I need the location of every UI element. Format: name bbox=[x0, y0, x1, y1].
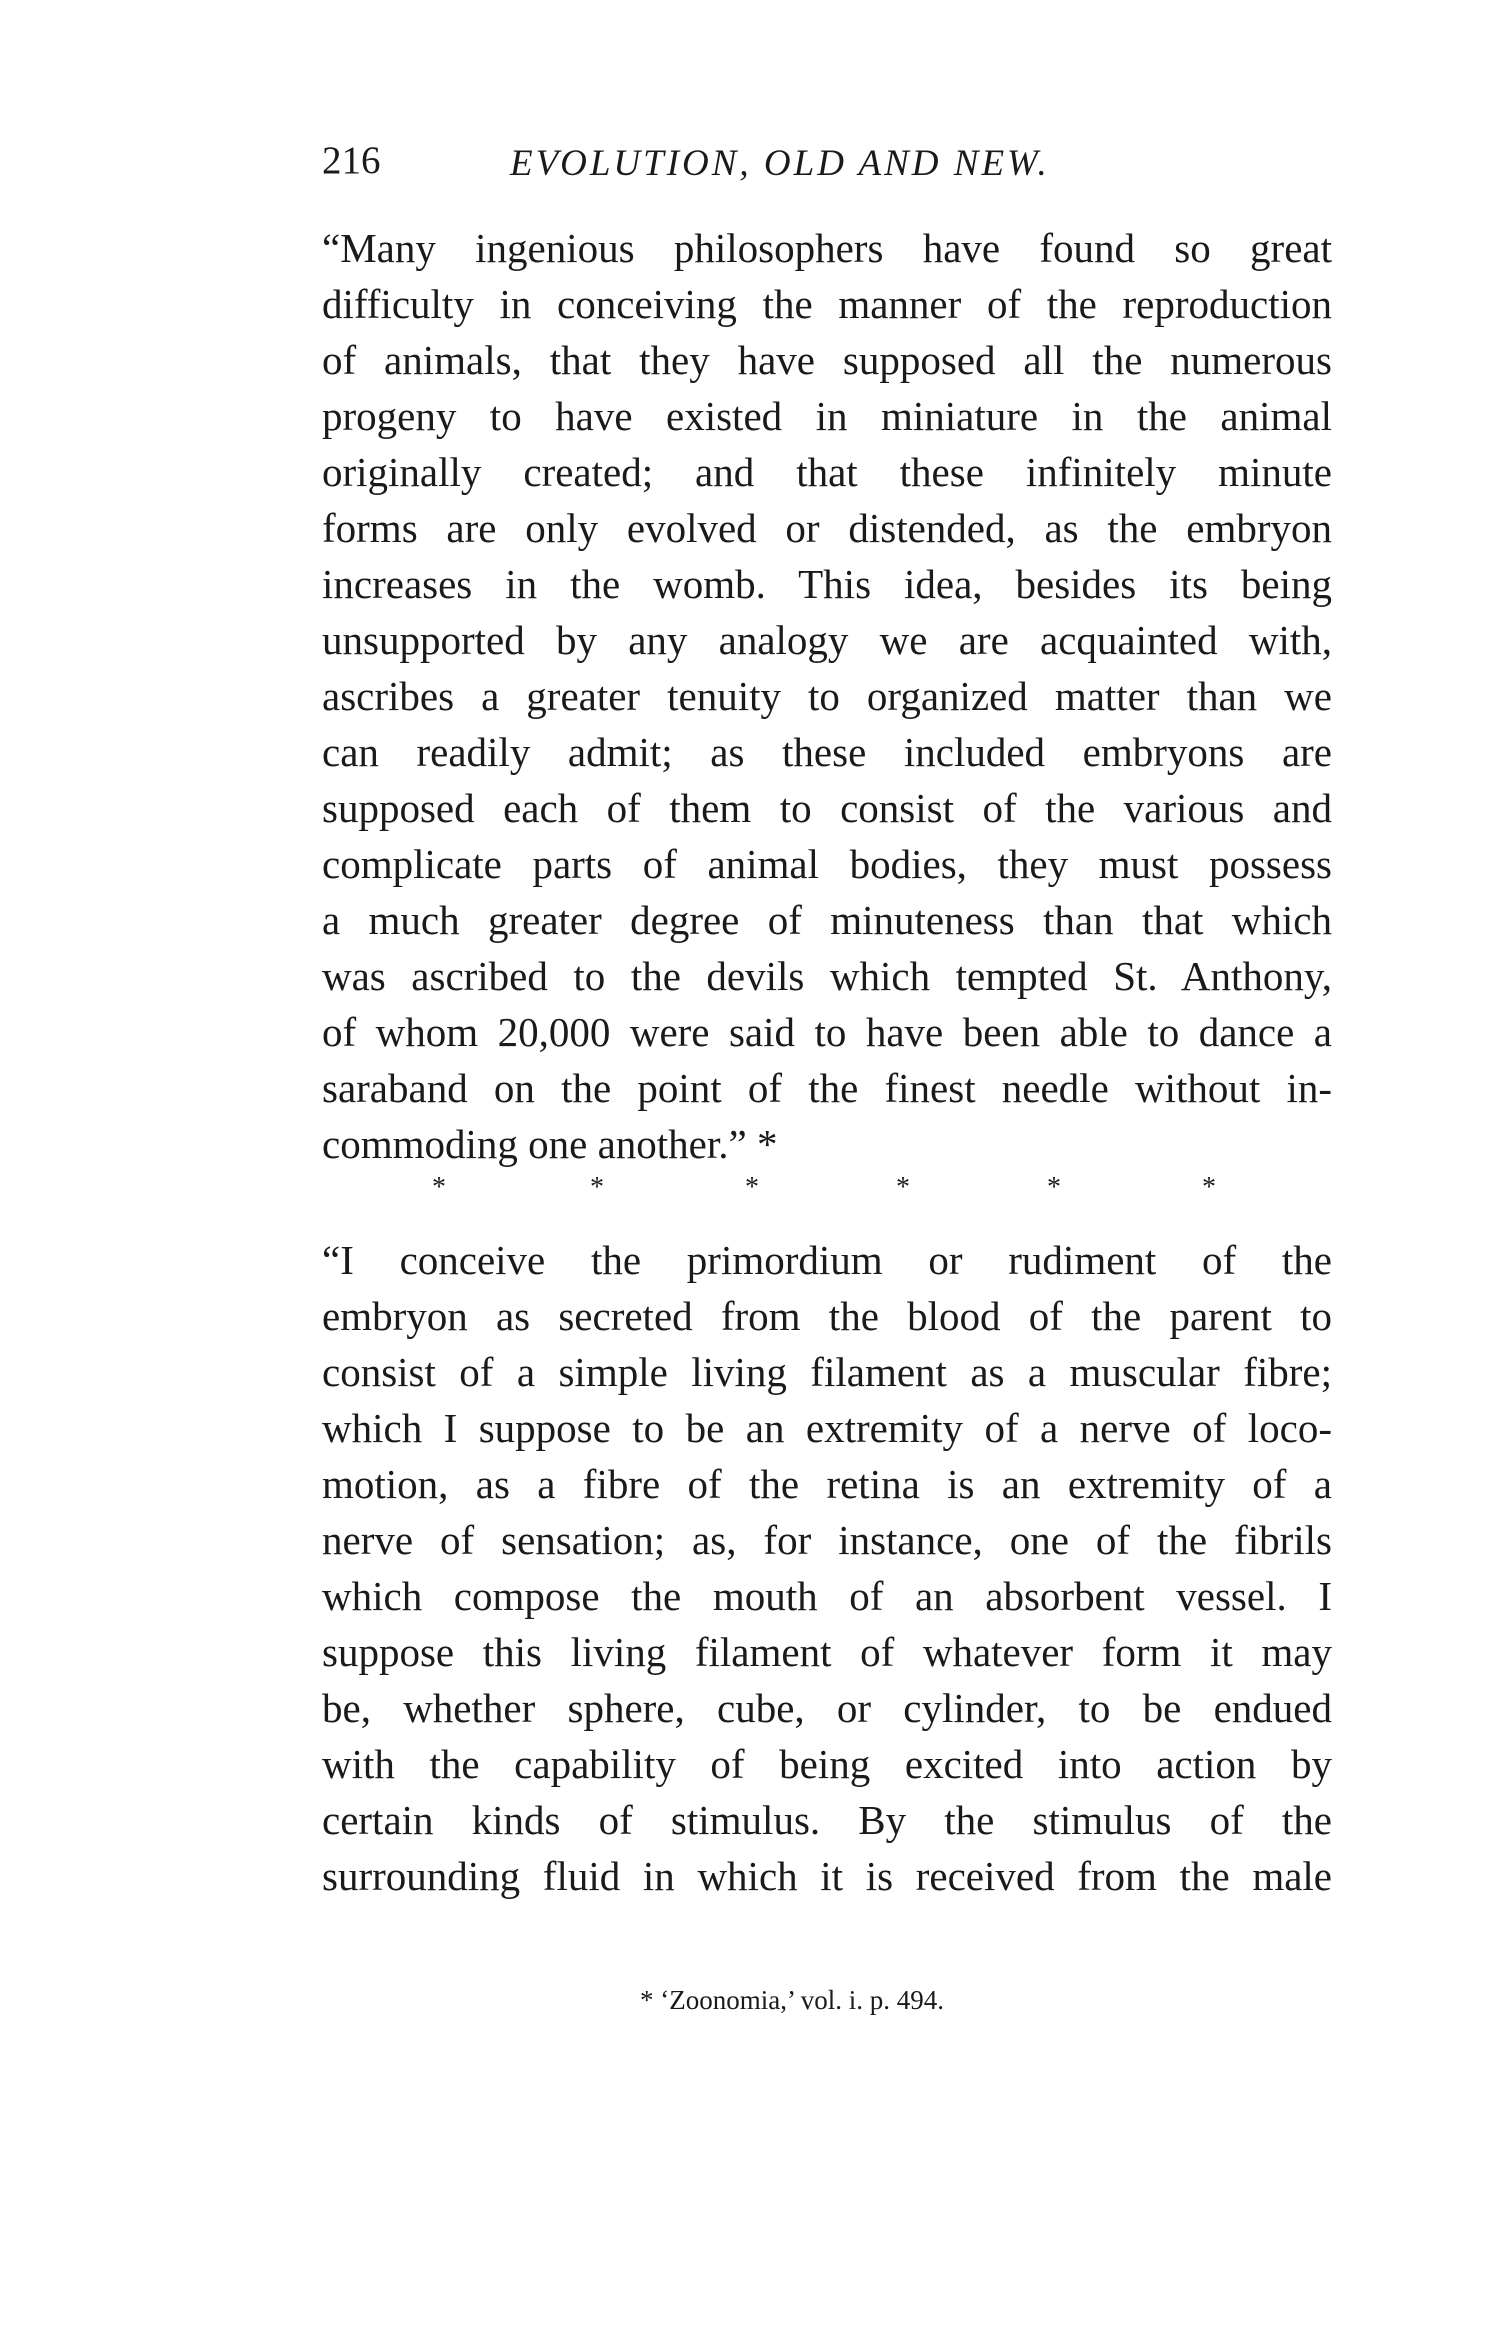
paragraph-quotation-2 bbox=[322, 1232, 1332, 1904]
text-line: nerve of sensation; as, for instance, one of the fibrils bbox=[322, 1517, 1332, 1563]
text-line: of animals, that they have supposed all the numerous bbox=[322, 337, 1332, 383]
text-line: which I suppose to be an extremity of a nerve of loco- bbox=[322, 1405, 1332, 1451]
separator-star: * bbox=[1202, 1172, 1216, 1203]
text-line: of whom 20,000 were said to have been able to dance a bbox=[322, 1009, 1332, 1055]
separator-star: * bbox=[590, 1172, 604, 1203]
text-line: increases in the womb. This idea, besides its being bbox=[322, 561, 1332, 607]
page-header bbox=[322, 138, 1332, 198]
footnote: * ‘Zoonomia,’ vol. i. p. 494. bbox=[640, 1985, 944, 2015]
paragraph-quotation-1 bbox=[322, 220, 1332, 1172]
separator-star: * bbox=[1047, 1172, 1061, 1203]
text-line: can readily admit; as these included embryons are bbox=[322, 729, 1332, 775]
text-line: consist of a simple living filament as a muscular fibre; bbox=[322, 1349, 1332, 1395]
text-line: be, whether sphere, cube, or cylinder, to be endued bbox=[322, 1685, 1332, 1731]
text-line: commoding one another.” * bbox=[322, 1121, 778, 1167]
text-line: “I conceive the primordium or rudiment of the bbox=[322, 1237, 1332, 1283]
text-line: originally created; and that these infinitely minute bbox=[322, 449, 1332, 495]
text-line: which compose the mouth of an absorbent vessel. I bbox=[322, 1573, 1332, 1619]
text-line: motion, as a fibre of the retina is an extremity of a bbox=[322, 1461, 1332, 1507]
text-line: a much greater degree of minuteness than that which bbox=[322, 897, 1332, 943]
text-line: supposed each of them to consist of the various and bbox=[322, 785, 1332, 831]
text-line: forms are only evolved or distended, as the embryon bbox=[322, 505, 1332, 551]
text-line: unsupported by any analogy we are acquainted with, bbox=[322, 617, 1332, 663]
section-separator bbox=[0, 1172, 1494, 1212]
separator-star: * bbox=[745, 1172, 759, 1203]
page-number: 216 bbox=[322, 139, 381, 182]
text-line: complicate parts of animal bodies, they must possess bbox=[322, 841, 1332, 887]
text-line: saraband on the point of the finest needle without in- bbox=[322, 1065, 1332, 1111]
text-line: ascribes a greater tenuity to organized matter than we bbox=[322, 673, 1332, 719]
running-title: EVOLUTION, OLD AND NEW. bbox=[510, 143, 1050, 184]
separator-star: * bbox=[432, 1172, 446, 1203]
separator-star: * bbox=[896, 1172, 910, 1203]
text-line: surrounding fluid in which it is received from the male bbox=[322, 1853, 1332, 1899]
text-line: with the capability of being excited into action by bbox=[322, 1741, 1332, 1787]
text-line: suppose this living filament of whatever form it may bbox=[322, 1629, 1332, 1675]
text-line: certain kinds of stimulus. By the stimulus of the bbox=[322, 1797, 1332, 1843]
text-line: difficulty in conceiving the manner of the reproduction bbox=[322, 281, 1332, 327]
text-line: embryon as secreted from the blood of the parent to bbox=[322, 1293, 1332, 1339]
text-line: progeny to have existed in miniature in the animal bbox=[322, 393, 1332, 439]
text-line: “Many ingenious philosophers have found so great bbox=[322, 225, 1332, 271]
text-line: was ascribed to the devils which tempted St. Anthony, bbox=[322, 953, 1332, 999]
